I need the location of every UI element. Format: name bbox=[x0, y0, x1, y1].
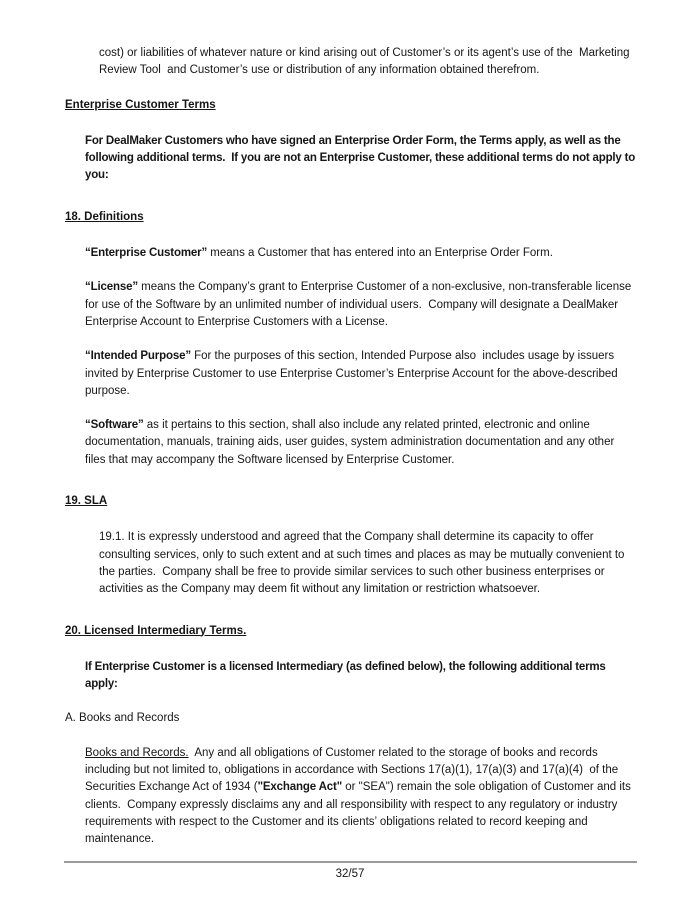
heading-section-19-sla: 19. SLA bbox=[65, 495, 108, 508]
paragraph-intermediary-intro: If Enterprise Customer is a licensed Intermediary (as defined below), the following additional terms apply: bbox=[85, 660, 609, 691]
books-and-records-text-continued: or "SEA") remain the sole obligation of Customer and its clients. Company expressly disclaims any and all responsibility with respect to any regulatory or industry requirements with respect to the Customer and its clients’ obligations related to record keeping and maintenance. bbox=[85, 781, 635, 846]
definition-intended-purpose bbox=[85, 348, 637, 400]
defined-term-enterprise-customer: “Enterprise Customer” bbox=[85, 247, 208, 260]
defined-term-license: “License” bbox=[85, 281, 138, 294]
definition-text: For the purposes of this section, Intended Purpose also includes usage by issuers invited by Enterprise Customer to use Enterprise Customer’s Enterprise Account for the above-described purpose. bbox=[85, 350, 621, 397]
paragraph-enterprise-intro: For DealMaker Customers who have signed an Enterprise Order Form, the Terms apply, as well as the following additional terms. If you are not an Enterprise Customer, these additional terms do not apply to you: bbox=[85, 134, 639, 182]
footer-divider bbox=[64, 861, 637, 863]
paragraph-clause-19-1: 19.1. It is expressly understood and agreed that the Company shall determine its capacity to offer consulting services, only to such extent and at such times and places as may be mutually convenient to the parties. Company shall be free to provide similar services to such other business enterprises or activities as the Company may deem fit without any limitation or restriction whatsoever. bbox=[99, 531, 628, 596]
heading-section-20-licensed-intermediary: 20. Licensed Intermediary Terms. bbox=[65, 624, 247, 637]
heading-section-18-definitions: 18. Definitions bbox=[65, 210, 144, 223]
defined-term-software: “Software” bbox=[85, 419, 144, 432]
definition-text: means a Customer that has entered into an Enterprise Order Form. bbox=[207, 247, 553, 260]
books-and-records-lead: Books and Records. bbox=[85, 746, 189, 759]
definition-license bbox=[85, 279, 637, 331]
heading-enterprise-customer-terms: Enterprise Customer Terms bbox=[65, 98, 216, 111]
books-and-records-text: Any and all obligations of Customer related to the storage of books and records including but not limited to, obligations in accordance with Sections 17(a)(1), 17(a)(3) and 17(a)(4) of the Securities Exchange Act of 1934 ( bbox=[85, 746, 622, 794]
exchange-act-term: "Exchange Act" bbox=[257, 781, 343, 794]
defined-term-intended-purpose: “Intended Purpose” bbox=[85, 350, 191, 363]
paragraph-liabilities-continuation: cost) or liabilities of whatever nature or kind arising out of Customer’s or its agent’s use of the Marketing Review Tool and Customer’s use or distribution of any information obtained therefrom. bbox=[99, 47, 633, 77]
definition-software bbox=[85, 417, 637, 469]
paragraph-books-and-records bbox=[85, 745, 637, 849]
definition-text: as it pertains to this section, shall also include any related printed, electronic and online documentation, manuals, training aids, user guides, system administration documentation and any other files that may accompany the Software licensed by Enterprise Customer. bbox=[85, 419, 618, 466]
page-number: 32/57 bbox=[335, 868, 365, 880]
definition-enterprise-customer bbox=[85, 245, 637, 262]
subsection-a-books-and-records-label: A. Books and Records bbox=[65, 712, 180, 725]
definition-text: means the Company’s grant to Enterprise Customer of a non-exclusive, non-transferable license for use of the Software by an unlimited number of individual users. Company will designate a DealMaker Enterprise Account to Enterprise Customers with a License. bbox=[85, 281, 635, 328]
